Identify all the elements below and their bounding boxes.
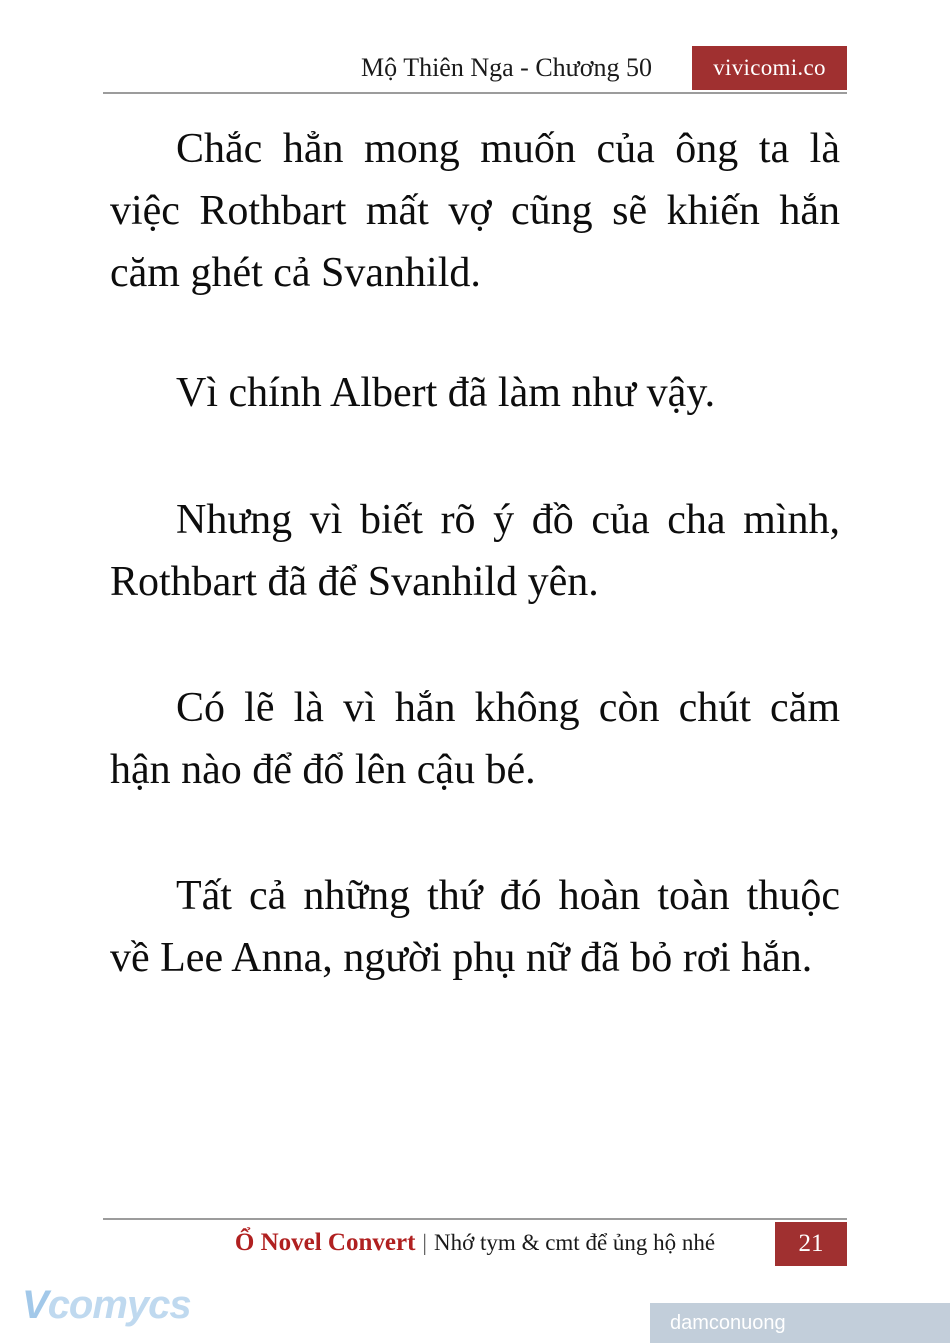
watermark-vcomycs-initial: V bbox=[22, 1283, 48, 1327]
paragraph: Vì chính Albert đã làm như vậy. bbox=[176, 370, 716, 417]
page-footer bbox=[103, 1218, 847, 1266]
footer-credit bbox=[103, 1220, 847, 1266]
paragraph: Có lẽ là vì hắn không còn chút căm hận nào để đổ lên cậu bé. bbox=[110, 684, 840, 794]
site-badge: vivicomi.co bbox=[692, 46, 847, 90]
watermark-damconuong: damconuong bbox=[650, 1303, 950, 1343]
page-header bbox=[103, 48, 847, 94]
page-content bbox=[110, 118, 840, 990]
watermark-vcomycs bbox=[22, 1283, 191, 1328]
chapter-title: Mộ Thiên Nga - Chương 50 bbox=[361, 53, 652, 82]
paragraph: Chắc hẳn mong muốn của ông ta là việc Rothbart mất vợ cũng sẽ khiến hắn căm ghét cả Svanhild. bbox=[110, 126, 840, 297]
watermark-vcomycs-rest: comycs bbox=[47, 1283, 191, 1327]
page-number: 21 bbox=[775, 1222, 847, 1266]
paragraph: Tất cả những thứ đó hoàn toàn thuộc về Lee Anna, người phụ nữ đã bỏ rơi hắn. bbox=[110, 873, 840, 982]
footer-brand: Ổ Novel Convert bbox=[234, 1229, 416, 1256]
footer-separator: | bbox=[422, 1230, 428, 1255]
paragraph: Nhưng vì biết rõ ý đồ của cha mình, Rothbart đã để Svanhild yên. bbox=[110, 496, 840, 605]
footer-note: Nhớ tym & cmt để ủng hộ nhé bbox=[434, 1230, 716, 1255]
